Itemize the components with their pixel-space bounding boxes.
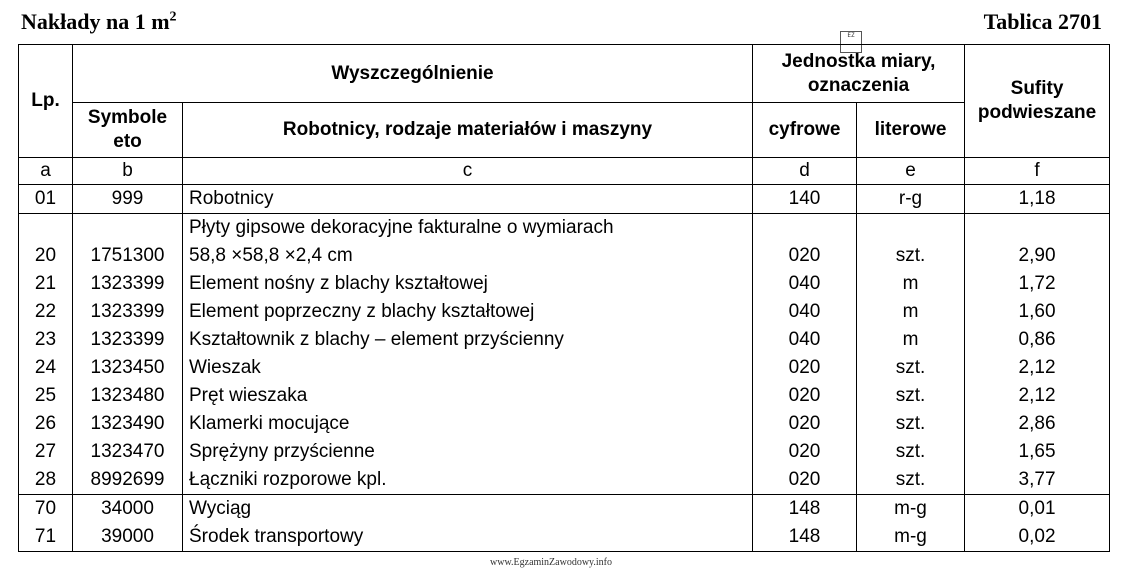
cell-lp: 20 xyxy=(19,214,73,271)
cell-symbol: 1323399 xyxy=(73,270,183,298)
cell-unit-literal: m xyxy=(857,326,965,354)
table-label: Tablica 2701 xyxy=(983,9,1102,34)
cell-symbol: 1323450 xyxy=(73,354,183,382)
cell-unit-literal: szt. xyxy=(857,214,965,271)
cell-value: 1,60 xyxy=(965,298,1110,326)
cell-value: 3,77 xyxy=(965,466,1110,495)
row-group xyxy=(19,185,1110,214)
cell-unit-literal: m-g xyxy=(857,523,965,552)
cell-value: 0,01 xyxy=(965,495,1110,524)
cell-symbol: 999 xyxy=(73,185,183,214)
cell-unit-numeric: 020 xyxy=(753,214,857,271)
cell-symbol: 39000 xyxy=(73,523,183,552)
cell-unit-literal: szt. xyxy=(857,466,965,495)
row-group xyxy=(19,214,1110,495)
cell-lp: 23 xyxy=(19,326,73,354)
cell-symbol: 1323480 xyxy=(73,382,183,410)
cell-description xyxy=(183,523,753,552)
description-line: Płyty gipsowe dekoracyjne fakturalne o wymiarach xyxy=(189,217,614,238)
header-specification: Wyszczególnienie xyxy=(73,45,753,103)
title-superscript: 2 xyxy=(169,9,177,25)
table-row xyxy=(19,270,1110,298)
description-line: Wieszak xyxy=(189,357,261,378)
description-line: Element poprzeczny z blachy kształtowej xyxy=(189,301,535,322)
cell-lp: 26 xyxy=(19,410,73,438)
cell-unit-literal: m-g xyxy=(857,495,965,524)
description-line: Wyciąg xyxy=(189,498,252,519)
cell-description xyxy=(183,185,753,214)
description-line: Kształtownik z blachy – element przyścienny xyxy=(189,329,564,350)
cell-value: 2,86 xyxy=(965,410,1110,438)
cell-lp: 70 xyxy=(19,495,73,524)
description-line-2: 58,8 ×58,8 ×2,4 cm xyxy=(189,245,353,266)
description-line: Klamerki mocujące xyxy=(189,413,350,434)
cell-unit-numeric: 148 xyxy=(753,495,857,524)
cell-unit-numeric: 148 xyxy=(753,523,857,552)
letter-c: c xyxy=(183,158,753,185)
description-line: Środek transportowy xyxy=(189,526,364,547)
cell-unit-literal: r-g xyxy=(857,185,965,214)
cell-lp: 27 xyxy=(19,438,73,466)
cell-description xyxy=(183,382,753,410)
cell-lp: 21 xyxy=(19,270,73,298)
description-line: Pręt wieszaka xyxy=(189,385,308,406)
cell-unit-numeric: 020 xyxy=(753,410,857,438)
cell-symbol: 1323399 xyxy=(73,326,183,354)
cell-description xyxy=(183,466,753,495)
cell-value: 2,12 xyxy=(965,382,1110,410)
header-literal: literowe xyxy=(857,103,965,158)
table-row xyxy=(19,495,1110,524)
cell-description xyxy=(183,495,753,524)
header-symbols: Symbole eto xyxy=(73,103,183,158)
table-row xyxy=(19,214,1110,271)
title-text: Nakłady na 1 m xyxy=(21,9,170,34)
table-row xyxy=(19,298,1110,326)
cell-description xyxy=(183,326,753,354)
table-row xyxy=(19,326,1110,354)
row-group xyxy=(19,495,1110,552)
header-lp: Lp. xyxy=(19,45,73,158)
cell-lp: 01 xyxy=(19,185,73,214)
cell-lp: 24 xyxy=(19,354,73,382)
letters-row xyxy=(19,158,1110,185)
cell-value: 1,18 xyxy=(965,185,1110,214)
cell-lp: 28 xyxy=(19,466,73,495)
cell-symbol: 34000 xyxy=(73,495,183,524)
cell-symbol: 1323399 xyxy=(73,298,183,326)
table-row xyxy=(19,466,1110,495)
cell-symbol: 1751300 xyxy=(73,214,183,271)
cell-unit-literal: szt. xyxy=(857,410,965,438)
cell-unit-numeric: 040 xyxy=(753,298,857,326)
table-row xyxy=(19,382,1110,410)
table-row xyxy=(19,354,1110,382)
cell-unit-literal: szt. xyxy=(857,354,965,382)
letter-d: d xyxy=(753,158,857,185)
page-title xyxy=(21,9,177,35)
cell-unit-numeric: 020 xyxy=(753,354,857,382)
cell-description xyxy=(183,298,753,326)
cell-symbol: 8992699 xyxy=(73,466,183,495)
description-line: Robotnicy xyxy=(189,188,274,209)
cell-description xyxy=(183,354,753,382)
cell-symbol: 1323470 xyxy=(73,438,183,466)
cell-description xyxy=(183,410,753,438)
cell-description xyxy=(183,438,753,466)
table-row xyxy=(19,410,1110,438)
cell-unit-literal: szt. xyxy=(857,438,965,466)
norms-table xyxy=(18,44,1110,552)
cell-lp: 25 xyxy=(19,382,73,410)
cell-unit-numeric: 020 xyxy=(753,382,857,410)
cell-unit-numeric: 020 xyxy=(753,466,857,495)
cell-unit-literal: m xyxy=(857,298,965,326)
table-row xyxy=(19,523,1110,552)
cell-unit-literal: m xyxy=(857,270,965,298)
letter-a: a xyxy=(19,158,73,185)
description-line: Sprężyny przyścienne xyxy=(189,441,375,462)
cell-value: 0,02 xyxy=(965,523,1110,552)
cell-value: 1,65 xyxy=(965,438,1110,466)
cell-description xyxy=(183,270,753,298)
cell-symbol: 1323490 xyxy=(73,410,183,438)
cell-unit-numeric: 140 xyxy=(753,185,857,214)
cell-value: 2,90 xyxy=(965,214,1110,271)
header-unit-group: Jednostka miary, oznaczenia xyxy=(753,45,965,103)
cell-unit-numeric: 040 xyxy=(753,326,857,354)
cell-value: 2,12 xyxy=(965,354,1110,382)
description-line: Element nośny z blachy kształtowej xyxy=(189,273,488,294)
cell-lp: 22 xyxy=(19,298,73,326)
description-line: Łączniki rozporowe kpl. xyxy=(189,469,387,490)
header-description: Robotnicy, rodzaje materiałów i maszyny xyxy=(183,103,753,158)
cell-lp: 71 xyxy=(19,523,73,552)
table-row xyxy=(19,185,1110,214)
cell-unit-numeric: 040 xyxy=(753,270,857,298)
cell-value: 0,86 xyxy=(965,326,1110,354)
stamp-text: EZ xyxy=(847,32,855,39)
cell-unit-numeric: 020 xyxy=(753,438,857,466)
letters-body xyxy=(19,158,1110,185)
footer-watermark: www.EgzaminZawodowy.info xyxy=(490,557,613,568)
cell-unit-literal: szt. xyxy=(857,382,965,410)
table-header xyxy=(19,45,1110,158)
header-sufity: Sufity podwieszane xyxy=(965,45,1110,158)
cell-description xyxy=(183,214,753,271)
cell-value: 1,72 xyxy=(965,270,1110,298)
letter-b: b xyxy=(73,158,183,185)
letter-f: f xyxy=(965,158,1110,185)
header-numeric: cyfrowe xyxy=(753,103,857,158)
table-row xyxy=(19,438,1110,466)
letter-e: e xyxy=(857,158,965,185)
